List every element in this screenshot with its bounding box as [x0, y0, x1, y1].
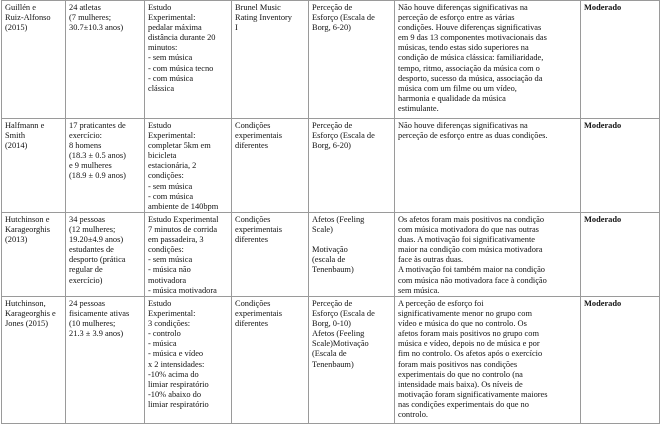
table-row — [2, 297, 660, 424]
instrument-text: Condições experimentais diferentes — [235, 299, 282, 329]
results-cell — [395, 119, 581, 213]
measures-text: Perceção de Esforço (Escala de Borg, 6-20) — [312, 121, 375, 151]
results-text: Não houve diferenças significativas na perceção de esforço entre as várias condições. Houve diferenças significativas em 9 das 13 componentes motivacionais das músicas, tendo estas sido superiores na condição de música clássica: familiaridade, tempo, ritmo, associação da música com o desporto, sucesso da música, associação da música com um filme ou um vídeo, harmonia e qualidade da música estimulante. — [398, 3, 547, 113]
evidence-cell — [581, 119, 660, 213]
measures-cell — [309, 297, 395, 424]
evidence-text: Moderado — [584, 3, 622, 12]
participants-text: 24 atletas (7 mulheres; 30.7±10.3 anos) — [69, 3, 124, 33]
study-text: Hutchinson, Karageorghis e Jones (2015) — [5, 299, 56, 329]
results-text: Os afetos foram mais positivos na condição com música motivadora do que nas outras duas. A motivação foi significativamente maior na condição com música motivadora face às outras duas. A motivação foi também maior na condição com música não motivadora face à condição sem música. — [398, 215, 547, 295]
results-text: Não houve diferenças significativas na perceção de esforço entre as duas condições. — [398, 121, 548, 141]
study-cell — [2, 213, 66, 297]
instrument-text: Brunel Music Rating Inventory I — [235, 3, 292, 33]
instrument-text: Condições experimentais diferentes — [235, 215, 282, 245]
evidence-text: Moderado — [584, 215, 622, 224]
participants-cell — [66, 1, 145, 119]
design-text: Estudo Experimental 7 minutos de corrida em passadeira, 3 condições: - sem música - música não motivadora - música motivadora — [148, 215, 219, 295]
study-cell — [2, 119, 66, 213]
design-cell — [145, 297, 232, 424]
measures-text: Perceção de Esforço (Escala de Borg, 0-10) Afetos (Feeling Scale)Motivação (Escala de Tenenbaum) — [312, 299, 375, 369]
evidence-cell — [581, 1, 660, 119]
evidence-text: Moderado — [584, 299, 622, 308]
design-cell — [145, 119, 232, 213]
results-cell — [395, 1, 581, 119]
design-cell — [145, 1, 232, 119]
instrument-cell — [232, 213, 309, 297]
results-cell — [395, 213, 581, 297]
participants-text: 24 pessoas fisicamente ativas (10 mulheres; 21.3 ± 3.9 anos) — [69, 299, 130, 339]
instrument-cell — [232, 297, 309, 424]
results-cell — [395, 297, 581, 424]
measures-cell — [309, 213, 395, 297]
evidence-cell — [581, 297, 660, 424]
study-cell — [2, 297, 66, 424]
table-row — [2, 213, 660, 297]
results-text: A perceção de esforço foi significativamente menor no grupo com vídeo e música do que no controlo. Os afetos foram mais positivos no grupo com música e vídeo, depois no de música e por fim no controlo. Os afetos após o exercício foram mais positivos nas condições experimentais do que no controlo (na intensidade mais baixa). Os níveis de motivação foram significativamente maiores nas condições experimentais do que no controlo. — [398, 299, 548, 420]
instrument-text: Condições experimentais diferentes — [235, 121, 282, 151]
study-text: Hutchinson e Karageorghis (2013) — [5, 215, 50, 245]
design-text: Estudo Experimental: completar 5km em bicicleta estacionária, 2 condições: - sem música - com música ambiente de 140bpm — [148, 121, 219, 211]
measures-text: Perceção de Esforço (Escala de Borg, 6-20) — [312, 3, 375, 33]
design-cell — [145, 213, 232, 297]
study-text: Guillén e Ruiz-Alfonso (2015) — [5, 3, 51, 33]
evidence-cell — [581, 213, 660, 297]
participants-cell — [66, 213, 145, 297]
measures-cell — [309, 1, 395, 119]
table-row — [2, 119, 660, 213]
study-cell — [2, 1, 66, 119]
design-text: Estudo Experimental: pedalar máxima distância durante 20 minutos: - sem música - com música tecno - com música clássica — [148, 3, 216, 93]
instrument-cell — [232, 1, 309, 119]
design-text: Estudo Experimental: 3 condições: - controlo - música - música e vídeo x 2 intensidades: -10% acima do limiar respiratório -10% abaixo do limiar respiratório — [148, 299, 209, 409]
participants-cell — [66, 297, 145, 424]
measures-text: Afetos (Feeling Scale) Motivação (escala de Tenenbaum) — [312, 215, 365, 275]
instrument-cell — [232, 119, 309, 213]
studies-table — [1, 0, 660, 424]
participants-cell — [66, 119, 145, 213]
study-text: Halfmann e Smith (2014) — [5, 121, 45, 151]
table-row — [2, 1, 660, 119]
evidence-text: Moderado — [584, 121, 622, 130]
participants-text: 34 pessoas (12 mulheres; 19.20±4.9 anos) estudantes de desporto (prática regular de exercício) — [69, 215, 126, 285]
participants-text: 17 praticantes de exercício: 8 homens (18.3 ± 0.5 anos) e 9 mulheres (18.9 ± 0.9 anos) — [69, 121, 126, 181]
measures-cell — [309, 119, 395, 213]
